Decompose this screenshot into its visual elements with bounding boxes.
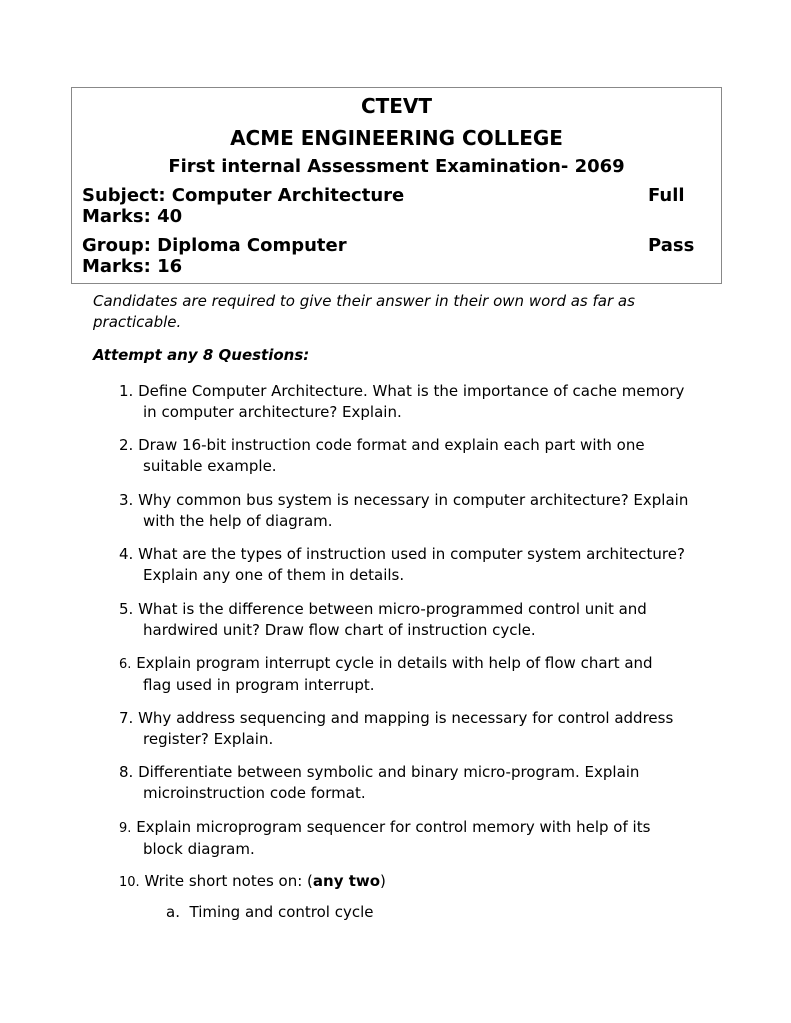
question-text-cont: block diagram.: [143, 840, 255, 858]
question-8: [119, 762, 719, 804]
instructions-line-1: Candidates are required to give their answer in their own word as far as: [93, 292, 635, 310]
question-5: [119, 599, 719, 641]
question-text: What is the difference between micro-programmed control unit and: [138, 600, 647, 618]
question-number: 9.: [119, 821, 132, 836]
question-text: What are the types of instruction used in computer system architecture?: [138, 545, 685, 563]
instructions-text: [93, 291, 693, 333]
question-text-cont: in computer architecture? Explain.: [143, 403, 402, 421]
group-row: [82, 235, 712, 277]
question-number: 4.: [119, 545, 134, 563]
question-text-cont: flag used in program interrupt.: [143, 676, 375, 694]
question-number: 8.: [119, 763, 134, 781]
question-9: [119, 817, 719, 860]
question-7: [119, 708, 719, 750]
question-text-suffix: ): [380, 872, 386, 890]
question-text: Differentiate between symbolic and binary micro-program. Explain: [138, 763, 640, 781]
subject-label: Subject: Computer Architecture: [82, 185, 405, 206]
question-number: 10.: [119, 875, 140, 890]
question-text: Why common bus system is necessary in computer architecture? Explain: [138, 491, 689, 509]
question-text-cont: suitable example.: [143, 457, 277, 475]
pass-marks-value: Marks: 16: [82, 256, 183, 277]
question-text: Write short notes on: (: [144, 872, 313, 890]
exam-header-box: [71, 87, 722, 284]
question-10: [119, 871, 719, 893]
question-2: [119, 435, 719, 477]
question-text: Why address sequencing and mapping is necessary for control address: [138, 709, 674, 727]
question-text: Define Computer Architecture. What is the importance of cache memory: [138, 382, 685, 400]
instructions-line-2: practicable.: [93, 313, 182, 331]
question-text-cont: hardwired unit? Draw flow chart of instruction cycle.: [143, 621, 536, 639]
full-marks-label: Full: [648, 185, 685, 206]
college-name: ACME ENGINEERING COLLEGE: [230, 126, 563, 150]
question-emphasis: any two: [312, 872, 381, 890]
question-text-cont: register? Explain.: [143, 730, 274, 748]
group-label: Group: Diploma Computer: [82, 235, 347, 256]
question-number: 6.: [119, 657, 132, 672]
board-name: CTEVT: [360, 94, 433, 118]
question-text-cont: Explain any one of them in details.: [143, 566, 405, 584]
subitem-letter: a.: [166, 903, 180, 921]
question-text: Draw 16-bit instruction code format and explain each part with one: [138, 436, 645, 454]
subitem-a: [166, 903, 373, 921]
full-marks-value: Marks: 40: [82, 206, 183, 227]
question-text: Explain microprogram sequencer for control memory with help of its: [136, 818, 651, 836]
question-text: Explain program interrupt cycle in details with help of flow chart and: [136, 654, 653, 672]
subitem-text: Timing and control cycle: [189, 903, 374, 921]
question-number: 2.: [119, 436, 134, 454]
question-text-cont: with the help of diagram.: [143, 512, 333, 530]
question-3: [119, 490, 719, 532]
question-6: [119, 653, 719, 696]
question-number: 7.: [119, 709, 134, 727]
question-4: [119, 544, 719, 586]
question-1: [119, 381, 719, 423]
attempt-instruction: Attempt any 8 Questions:: [93, 346, 310, 364]
pass-marks-label: Pass: [648, 235, 695, 256]
exam-title: First internal Assessment Examination- 2069: [168, 156, 625, 177]
question-number: 3.: [119, 491, 134, 509]
question-number: 5.: [119, 600, 134, 618]
subject-row: [82, 185, 712, 227]
question-number: 1.: [119, 382, 134, 400]
question-text-cont: microinstruction code format.: [143, 784, 366, 802]
